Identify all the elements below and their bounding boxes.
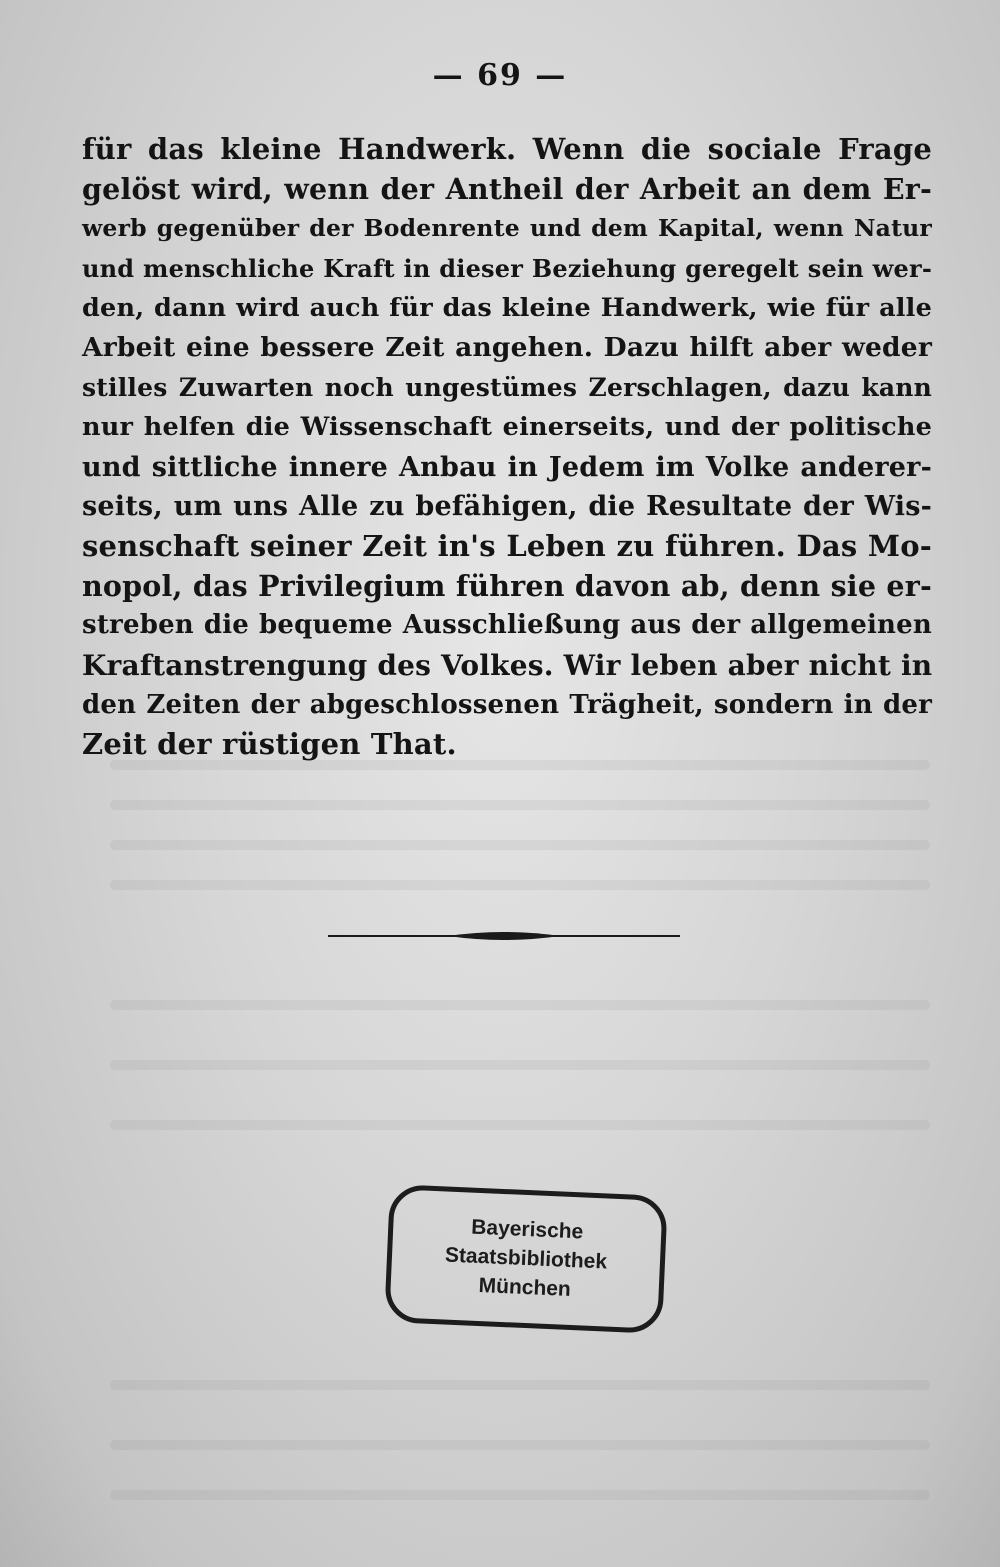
text-line: Zeit der rüstigen That. (82, 727, 457, 762)
text-line: den Zeiten der abgeschlossenen Trägheit, sondern in der (82, 689, 932, 720)
page-number: — 69 — (432, 58, 568, 93)
bleed-through (110, 880, 930, 890)
text-line: stilles Zuwarten noch ungestümes Zerschlagen, dazu kann (82, 373, 932, 403)
text-line: den, dann wird auch für das kleine Handwerk, wie für alle (82, 292, 932, 323)
text-line: senschaft seiner Zeit in's Leben zu führen. Das Mo- (82, 528, 932, 563)
text-line: für das kleine Handwerk. Wenn die sociale Frage (82, 132, 932, 166)
stamp-line: München (478, 1273, 572, 1301)
bleed-through (110, 1490, 930, 1500)
bleed-through (110, 1000, 930, 1010)
text-line: seits, um uns Alle zu befähigen, die Resultate der Wis- (82, 491, 932, 523)
bleed-through (110, 1120, 930, 1130)
stamp-line: Bayerische (470, 1215, 584, 1244)
text-line: und sittliche innere Anbau in Jedem im Volke anderer- (82, 451, 932, 483)
bleed-through (110, 840, 930, 850)
bleed-through (110, 1380, 930, 1390)
library-stamp (384, 1184, 668, 1334)
stamp-line: Staatsbibliothek (444, 1243, 608, 1274)
text-line: Arbeit eine bessere Zeit angehen. Dazu hilft aber weder (82, 332, 932, 364)
text-line: streben die bequeme Ausschließung aus der allgemeinen (82, 610, 932, 641)
text-line: nopol, das Privilegium führen davon ab, denn sie er- (82, 568, 932, 603)
text-line: nur helfen die Wissenschaft einerseits, und der politische (82, 411, 932, 442)
text-line: werb gegenüber der Bodenrente und dem Kapital, wenn Natur (82, 214, 932, 243)
bleed-through (110, 1440, 930, 1450)
bleed-through (110, 1060, 930, 1070)
text-line: gelöst wird, wenn der Antheil der Arbeit an dem Er- (82, 171, 932, 206)
body-text (82, 130, 932, 765)
ornamental-rule (328, 925, 680, 947)
bleed-through (110, 800, 930, 810)
text-line: und menschliche Kraft in dieser Beziehung geregelt sein wer- (82, 254, 932, 284)
text-line: Kraftanstrengung des Volkes. Wir leben aber nicht in (82, 648, 933, 682)
